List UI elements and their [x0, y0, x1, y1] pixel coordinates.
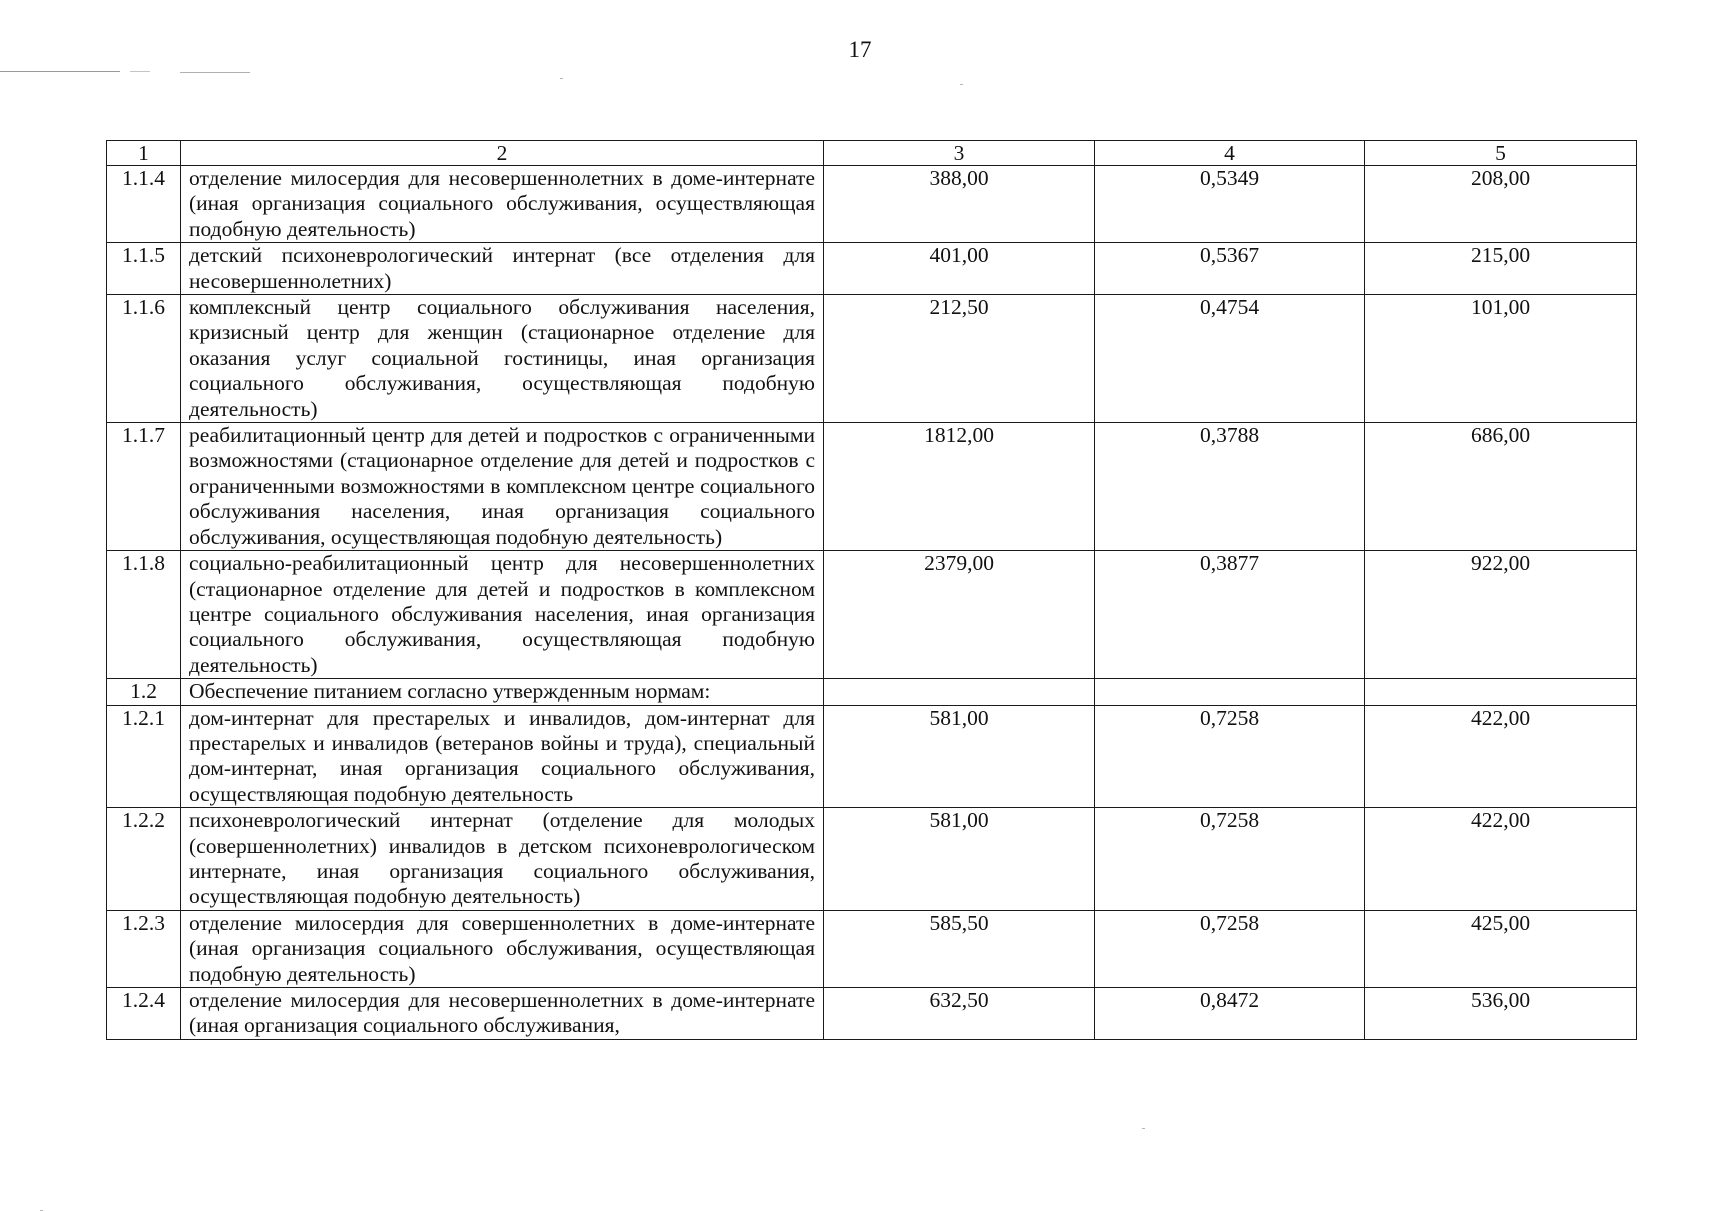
- row-description-cell: детский психоневрологический интернат (все отделения для несовершеннолетних): [181, 243, 824, 295]
- row-value-col4-cell: 0,5349: [1095, 166, 1365, 243]
- row-description-cell: отделение милосердия для совершеннолетних в доме-интернате (иная организация социального обслуживания, осуществляющая подобную деятельность): [181, 910, 824, 987]
- row-value-col4-cell: 0,5367: [1095, 243, 1365, 295]
- row-number-cell: 1.1.8: [107, 551, 181, 679]
- row-value-col3-cell: 632,50: [824, 988, 1095, 1040]
- table-row: [107, 243, 1637, 295]
- row-description-cell: комплексный центр социального обслуживания населения, кризисный центр для женщин (стационарное отделение для оказания услуг социальной гостиницы, иная организация социального обслуживания, осуществляющая подобную деятельность): [181, 295, 824, 423]
- row-description-cell: отделение милосердия для несовершеннолетних в доме-интернате (иная организация социального обслуживания, осуществляющая подобную деятельность): [181, 166, 824, 243]
- row-value-col3-cell: 401,00: [824, 243, 1095, 295]
- table-row: [107, 679, 1637, 705]
- row-value-col3-cell: 2379,00: [824, 551, 1095, 679]
- row-value-col3-cell: [824, 679, 1095, 705]
- scan-artifact-dot: [1142, 1128, 1145, 1129]
- row-value-col5-cell: 686,00: [1365, 423, 1637, 551]
- row-value-col5-cell: 422,00: [1365, 705, 1637, 808]
- row-value-col4-cell: 0,8472: [1095, 988, 1365, 1040]
- table-row: [107, 988, 1637, 1040]
- scan-artifact-line: [180, 72, 250, 73]
- header-cell-1: 1: [107, 141, 181, 166]
- table-row: [107, 551, 1637, 679]
- row-description-cell: социально-реабилитационный центр для несовершеннолетних (стационарное отделение для детей и подростков в комплексном центре социального обслуживания населения, иная организация социального обслуживания, осуществляющая подобную деятельность): [181, 551, 824, 679]
- scan-artifact-dot: [960, 84, 963, 85]
- table-row: [107, 705, 1637, 808]
- row-value-col5-cell: 425,00: [1365, 910, 1637, 987]
- row-value-col3-cell: 1812,00: [824, 423, 1095, 551]
- row-value-col3-cell: 581,00: [824, 705, 1095, 808]
- table-row: [107, 166, 1637, 243]
- table-row: [107, 910, 1637, 987]
- table-row: [107, 295, 1637, 423]
- table-row: [107, 808, 1637, 911]
- row-number-cell: 1.1.7: [107, 423, 181, 551]
- row-description-cell: Обеспечение питанием согласно утвержденным нормам:: [181, 679, 824, 705]
- row-number-cell: 1.2.4: [107, 988, 181, 1040]
- row-value-col3-cell: 585,50: [824, 910, 1095, 987]
- row-number-cell: 1.1.6: [107, 295, 181, 423]
- row-value-col4-cell: 0,3788: [1095, 423, 1365, 551]
- scan-artifact-line: [0, 71, 120, 72]
- scan-artifact-line: [130, 71, 150, 72]
- header-cell-2: 2: [181, 141, 824, 166]
- row-value-col4-cell: 0,3877: [1095, 551, 1365, 679]
- row-description-cell: психоневрологический интернат (отделение для молодых (совершеннолетних) инвалидов в детском психоневрологическом интернате, иная организация социального обслуживания, осуществляющая подобную деятельность): [181, 808, 824, 911]
- row-value-col5-cell: 422,00: [1365, 808, 1637, 911]
- table-row: [107, 423, 1637, 551]
- row-value-col3-cell: 581,00: [824, 808, 1095, 911]
- page-number: 17: [848, 37, 872, 62]
- header-cell-5: 5: [1365, 141, 1637, 166]
- row-value-col5-cell: [1365, 679, 1637, 705]
- table-body: [107, 141, 1637, 1040]
- row-value-col3-cell: 212,50: [824, 295, 1095, 423]
- row-value-col5-cell: 101,00: [1365, 295, 1637, 423]
- row-value-col4-cell: 0,7258: [1095, 808, 1365, 911]
- row-value-col4-cell: 0,4754: [1095, 295, 1365, 423]
- row-value-col4-cell: 0,7258: [1095, 705, 1365, 808]
- row-description-cell: дом-интернат для престарелых и инвалидов, дом-интернат для престарелых и инвалидов (ветеранов войны и труда), специальный дом-интернат, иная организация социального обслуживания, осуществляющая подобную деятельность: [181, 705, 824, 808]
- row-number-cell: 1.2.2: [107, 808, 181, 911]
- header-cell-4: 4: [1095, 141, 1365, 166]
- row-number-cell: 1.2: [107, 679, 181, 705]
- row-value-col4-cell: 0,7258: [1095, 910, 1365, 987]
- row-description-cell: реабилитационный центр для детей и подростков с ограниченными возможностями (стационарное отделение для детей и подростков с ограниченными возможностями в комплексном центре социального обслуживания населения, иная организация социального обслуживания, осуществляющая подобную деятельность): [181, 423, 824, 551]
- header-cell-3: 3: [824, 141, 1095, 166]
- tariff-table: [106, 140, 1637, 1040]
- row-number-cell: 1.1.5: [107, 243, 181, 295]
- scan-artifact-dot: [560, 78, 563, 79]
- row-value-col4-cell: [1095, 679, 1365, 705]
- row-value-col5-cell: 215,00: [1365, 243, 1637, 295]
- row-value-col5-cell: 922,00: [1365, 551, 1637, 679]
- row-value-col5-cell: 208,00: [1365, 166, 1637, 243]
- row-number-cell: 1.1.4: [107, 166, 181, 243]
- table-header-row: [107, 141, 1637, 166]
- row-number-cell: 1.2.3: [107, 910, 181, 987]
- row-number-cell: 1.2.1: [107, 705, 181, 808]
- row-value-col5-cell: 536,00: [1365, 988, 1637, 1040]
- row-description-cell: отделение милосердия для несовершеннолетних в доме-интернате (иная организация социального обслуживания,: [181, 988, 824, 1040]
- row-value-col3-cell: 388,00: [824, 166, 1095, 243]
